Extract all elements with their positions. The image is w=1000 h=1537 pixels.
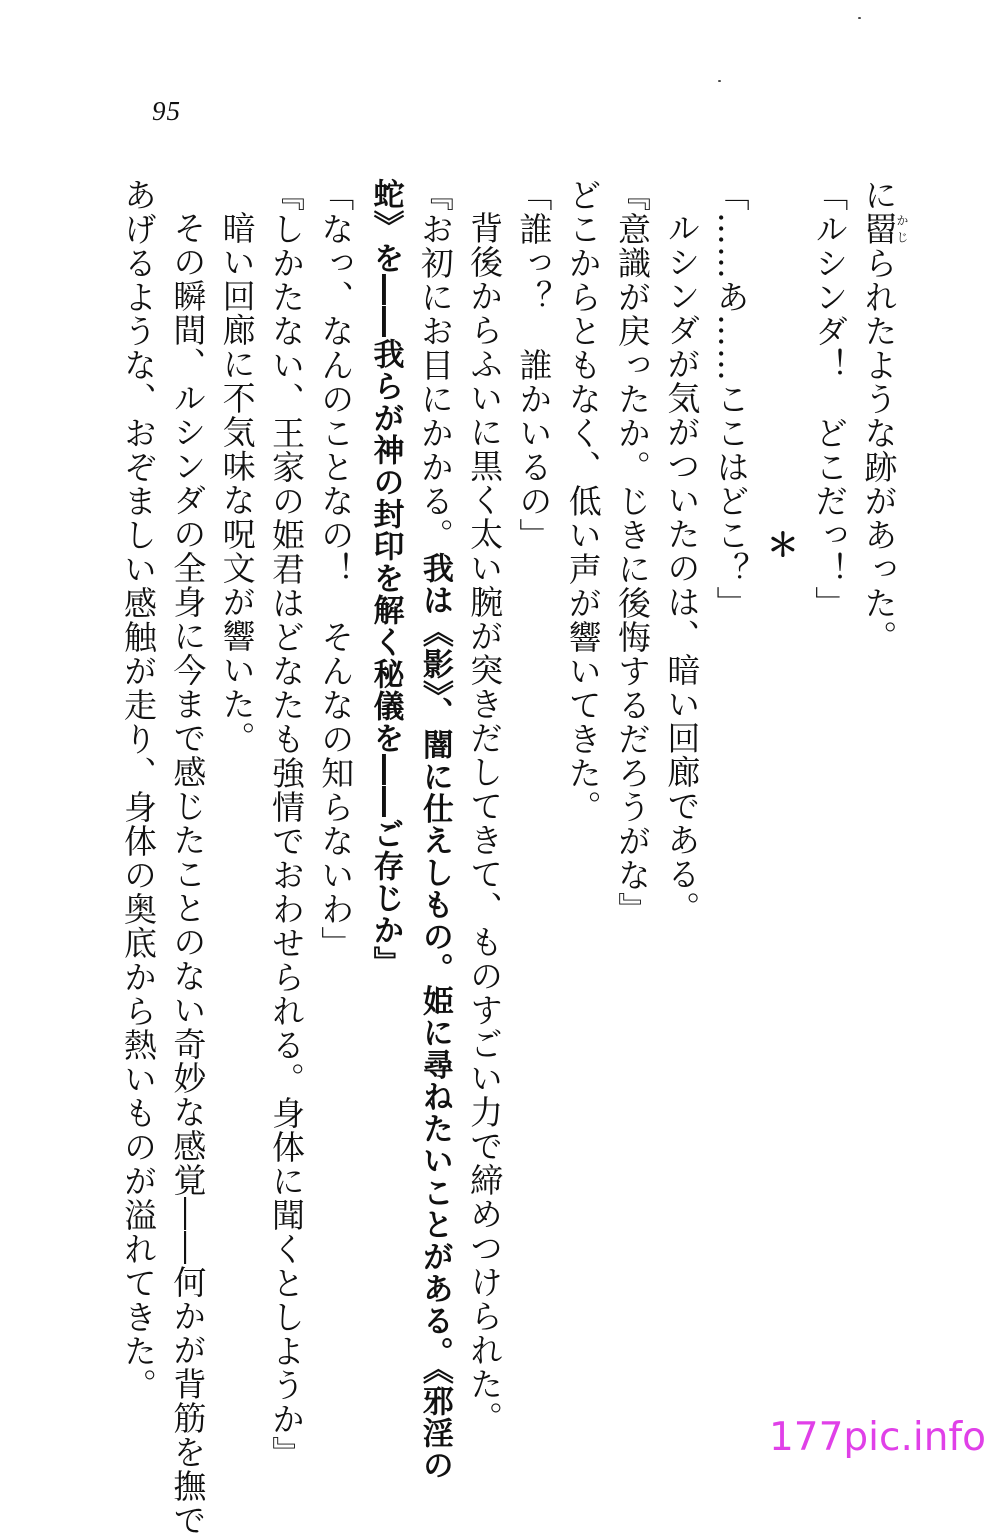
ruby-word: [859, 212, 909, 246]
text-line: 「なっ、なんのことなの！ そんなの知らないわ」: [316, 178, 356, 960]
text-line: 背後からふいに黒く太い腕が突きだしてきて、ものすごい力で締めつけられた。: [465, 211, 505, 1435]
bold-text-segment: 我は《影》、闇に仕えしもの。姫に尋ねたいことがある。《邪淫の: [416, 552, 453, 1481]
text-line: 『しかたない、王家の姫君はどなたも強情でおわせられる。身体に聞くとしようか』: [266, 178, 306, 1470]
page-number: 95: [152, 96, 181, 126]
text-segment: られたような跡があった。: [859, 246, 899, 654]
text-line: 「……あ……ここはどこ？」: [711, 178, 751, 620]
text-line: [854, 178, 908, 1428]
ruby-reading: かじ: [895, 212, 909, 246]
text-line-bold: 蛇》を――我らが神の封印を解く秘儀を――ご存じか』: [367, 178, 404, 978]
text-line: [410, 178, 460, 1481]
scan-speck: [718, 80, 721, 82]
text-line: その瞬間、ルシンダの全身に今まで感じたことのない奇妙な感覚――何かが背筋を撫で: [168, 211, 208, 1537]
text-segment: に: [859, 178, 899, 212]
scene-separator: ＊: [761, 528, 800, 561]
ruby-base: 罶: [859, 212, 899, 246]
text-line: ルシンダが気がついたのは、暗い回廊である。: [662, 211, 702, 925]
text-line: あげるような、おぞましい感触が走り、身体の奥底から熱いものが溢れてきた。: [119, 178, 159, 1402]
watermark: 177pic.info: [768, 1415, 986, 1460]
text-line: 「誰っ？ 誰かいるの」: [514, 178, 554, 552]
text-line: 暗い回廊に不気味な呪文が響いた。: [217, 211, 257, 755]
text-segment: 『お初にお目にかかる。: [415, 178, 455, 552]
text-line: 『意識が戻ったか。じきに後悔するだろうがな』: [613, 178, 653, 926]
text-line: 「ルシンダ！ どこだっ！」: [810, 178, 850, 620]
text-line: どこからともなく、低い声が響いてきた。: [563, 178, 603, 824]
scan-speck: [858, 17, 861, 19]
